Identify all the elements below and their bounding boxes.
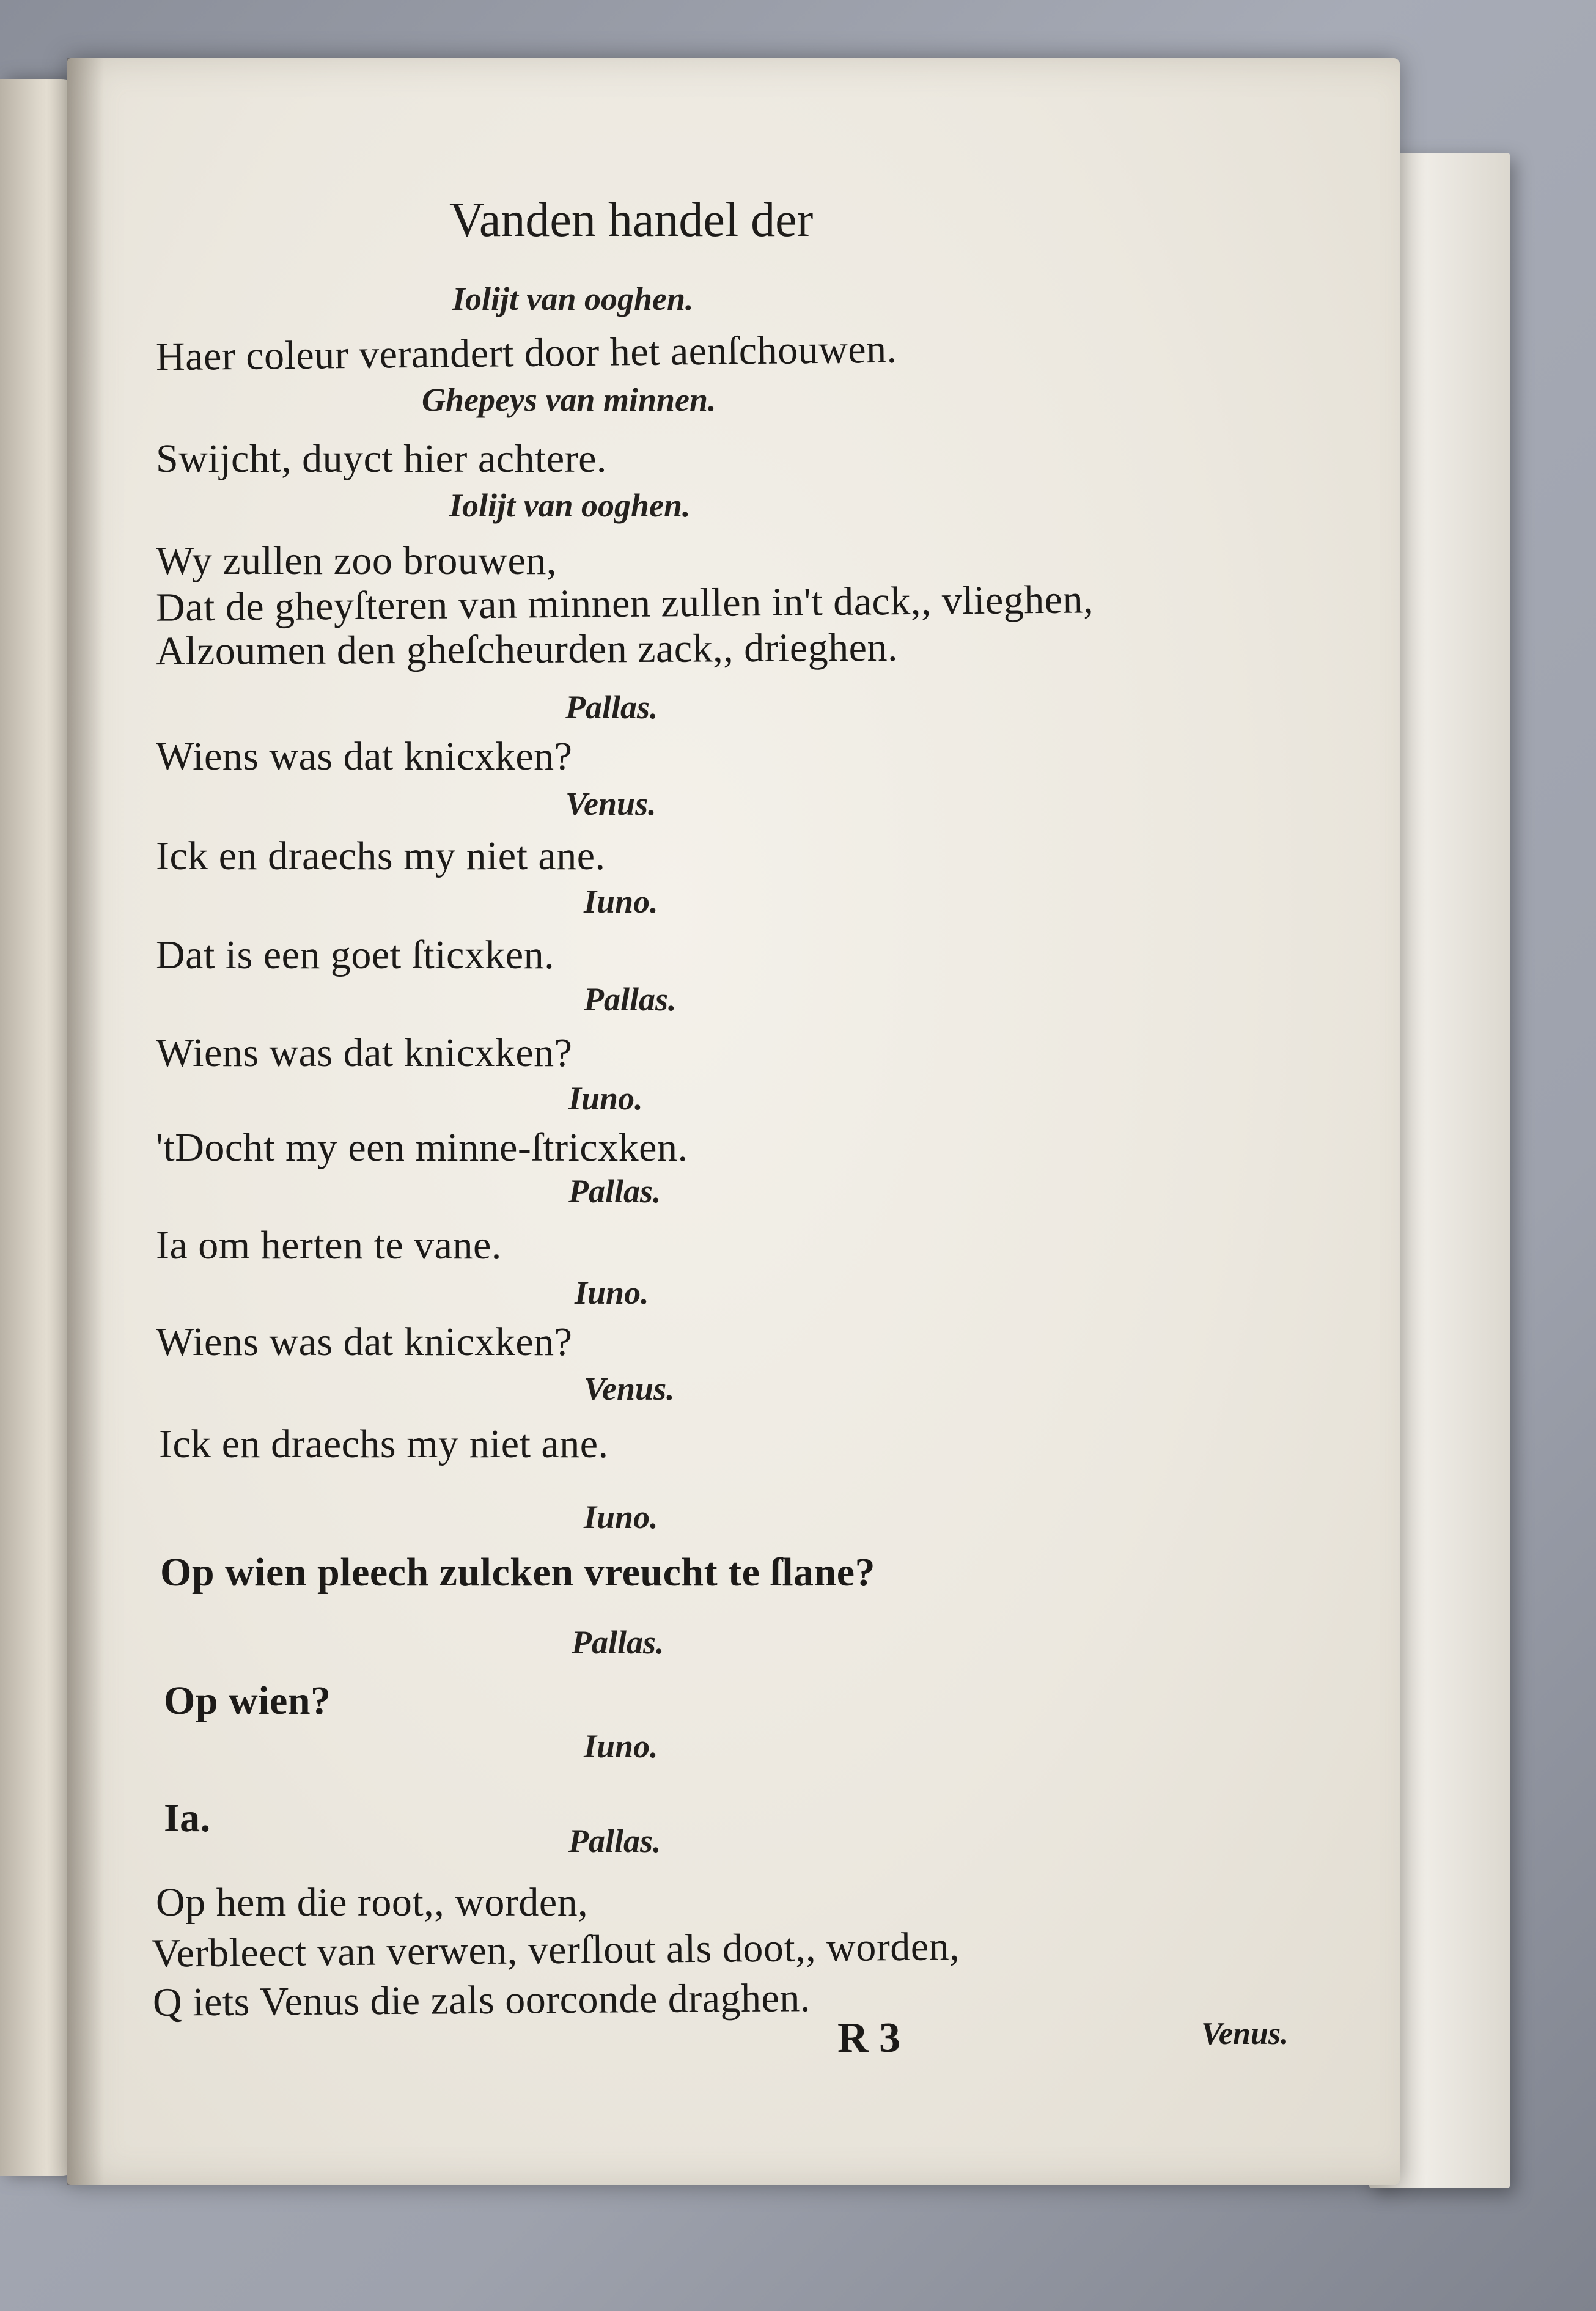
speaker-label: Iuno.	[584, 1499, 658, 1535]
gutter-shadow	[67, 58, 104, 2185]
verse-line: Q iets Venus die zals oorconde draghen.	[152, 1975, 811, 2025]
verse-line: Wiens was dat knicxken?	[156, 1031, 573, 1075]
speaker-label: Pallas.	[572, 1624, 664, 1661]
speaker-label: Iuno.	[584, 1728, 658, 1765]
speaker-label: Pallas.	[568, 1173, 661, 1210]
speaker-label: Iuno.	[575, 1274, 649, 1311]
verse-line: Op wien pleech zulcken vreucht te ſlane?	[160, 1550, 876, 1595]
verse-line: Ick en draechs my niet ane.	[159, 1422, 609, 1466]
verse-line: Wy zullen zoo brouwen,	[156, 538, 557, 583]
verse-line: Ick en draechs my niet ane.	[156, 834, 606, 878]
verse-line: Wiens was dat knicxken?	[156, 734, 573, 779]
verse-line: Verbleect van verwen, verſlout als doot,, worden,	[151, 1924, 960, 1976]
catchword: Venus.	[1201, 2016, 1289, 2051]
speaker-label: Iolijt van ooghen.	[449, 487, 691, 524]
verse-line: Alzoumen den gheſcheurden zack,, drieghen.	[155, 625, 899, 674]
speaker-label: Pallas.	[584, 981, 677, 1018]
verse-line: Dat de gheyſteren van minnen zullen in't dack,, vlieghen,	[155, 577, 1094, 630]
verse-line: Ia.	[164, 1796, 211, 1840]
speaker-label: Iuno.	[584, 883, 658, 920]
speaker-label: Ghepeys van minnen.	[422, 381, 716, 418]
running-title: Vanden handel der	[449, 193, 814, 247]
verse-line: Op wien?	[164, 1678, 331, 1723]
verse-line: Haer coleur verandert door het aenſchouwen.	[155, 326, 897, 380]
verse-line: Op hem die root,, worden,	[156, 1880, 589, 1925]
speaker-label: Pallas.	[568, 1823, 661, 1859]
speaker-label: Venus.	[584, 1370, 675, 1407]
verse-line: 'tDocht my een minne-ſtricxken.	[156, 1125, 688, 1170]
verse-line: Wiens was dat knicxken?	[156, 1320, 573, 1364]
verse-line: Dat is een goet ſticxken.	[156, 933, 555, 977]
signature-mark: R 3	[837, 2015, 901, 2062]
speaker-label: Pallas.	[565, 689, 658, 726]
verse-line: Swijcht, duyct hier achtere.	[156, 436, 607, 481]
verse-line: Ia om herten te vane.	[156, 1223, 502, 1268]
speaker-label: Iolijt van ooghen.	[452, 281, 694, 317]
speaker-label: Iuno.	[568, 1080, 643, 1117]
speaker-label: Venus.	[565, 785, 656, 822]
